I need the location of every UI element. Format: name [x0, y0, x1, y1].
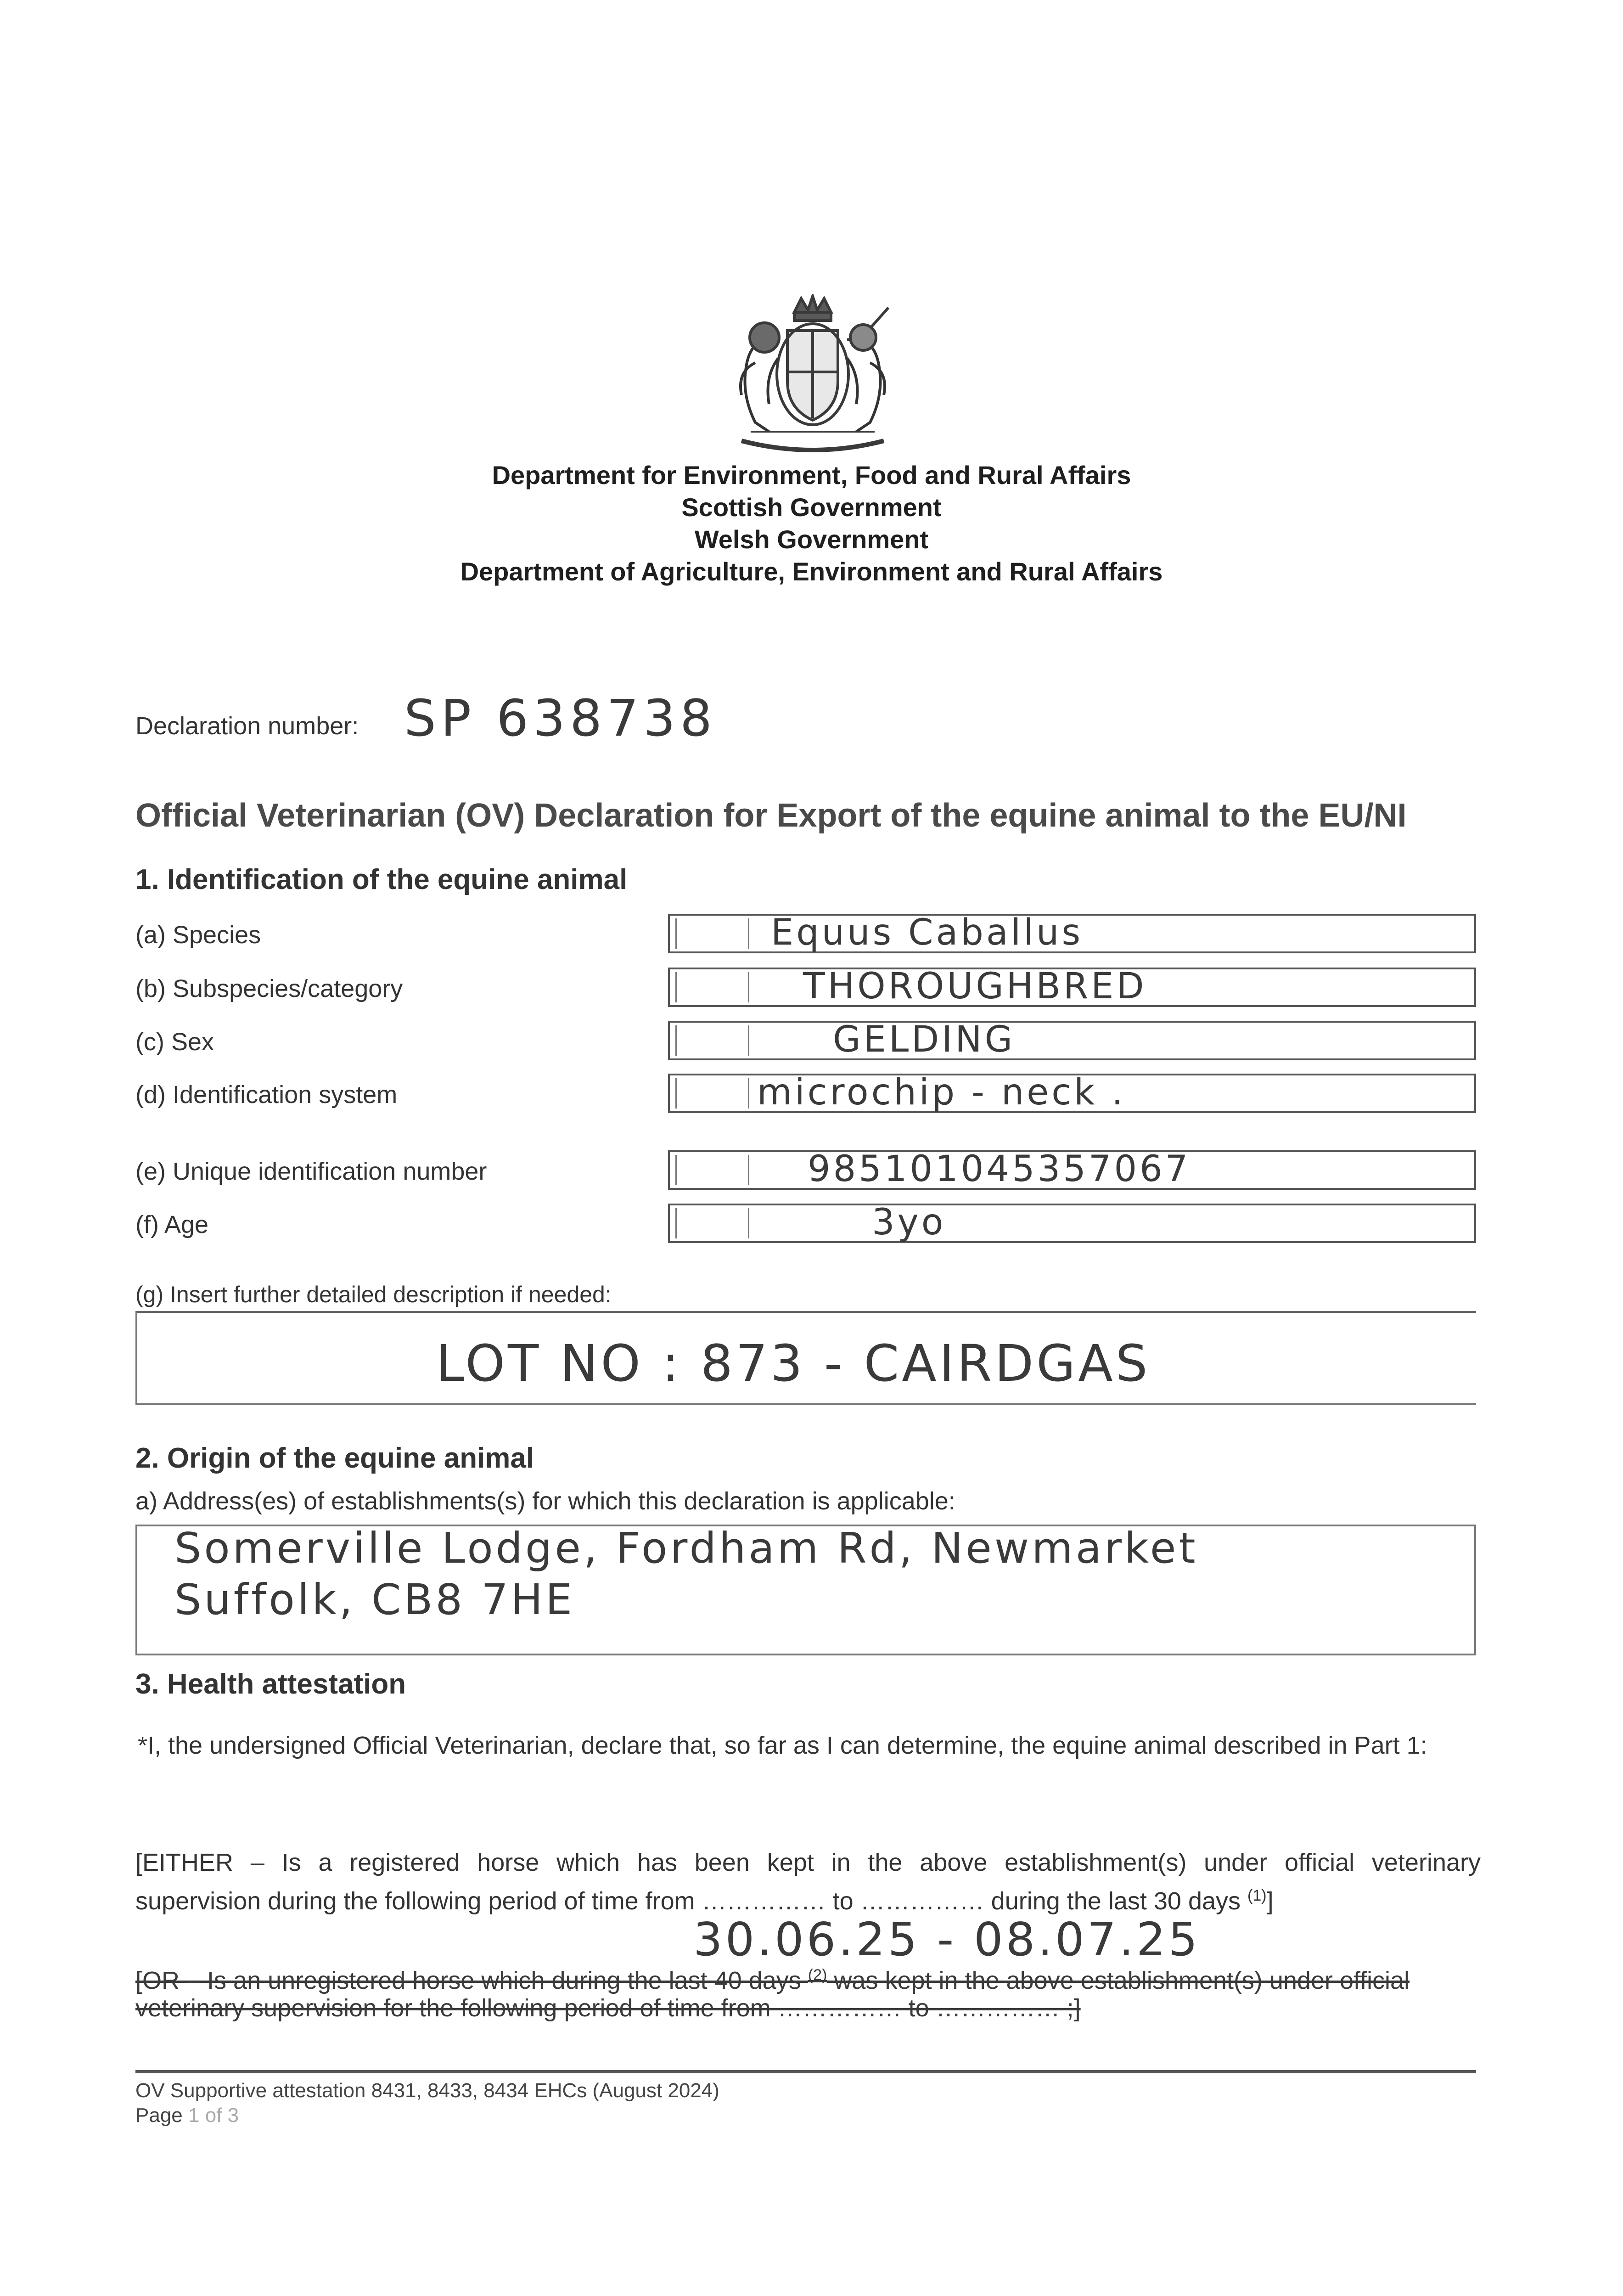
either-clause-text: supervision during the following period of time from …………… to …………… during the last 30 days — [135, 1887, 1241, 1915]
either-clause-close: ] — [1266, 1887, 1274, 1915]
field-divider — [675, 972, 677, 1002]
footer-divider — [135, 2070, 1476, 2073]
address-label: a) Address(es) of establishments(s) for which this declaration is applicable: — [135, 1487, 955, 1515]
department-line: Scottish Government — [681, 493, 942, 522]
further-description-value: LOT NO : 873 - CAIRDGAS — [436, 1334, 1151, 1393]
field-divider — [675, 1078, 677, 1109]
species-value: Equus Caballus — [771, 912, 1084, 953]
unique-id-field[interactable] — [668, 1150, 1476, 1190]
subspecies-label: (b) Subspecies/category — [135, 975, 403, 1002]
page-current: 1 — [188, 2104, 200, 2127]
field-divider — [748, 1025, 749, 1056]
identification-system-label: (d) Identification system — [135, 1081, 398, 1109]
either-clause-line-2 — [135, 1879, 1274, 1918]
species-label: (a) Species — [135, 921, 261, 949]
subspecies-value: THOROUGHBRED — [803, 966, 1147, 1007]
age-value: 3yo — [872, 1202, 946, 1243]
declaration-number-label: Declaration number: — [135, 712, 359, 740]
supervision-dates: 30.06.25 - 08.07.25 — [693, 1913, 1201, 1966]
footnote-marker: (1) — [1247, 1887, 1267, 1904]
age-field[interactable] — [668, 1204, 1476, 1243]
identification-system-field[interactable] — [668, 1074, 1476, 1113]
or-clause-text-end: was kept in the above establishment(s) under official — [834, 1967, 1410, 1994]
identification-system-value: microchip - neck . — [757, 1072, 1126, 1113]
department-line: Department for Environment, Food and Rural Affairs — [492, 461, 1131, 490]
page-title: Official Veterinarian (OV) Declaration for Export of the equine animal to the EU/NI — [135, 797, 1407, 834]
or-clause-text: [OR – Is an unregistered horse which during the last 40 days — [135, 1967, 801, 1994]
address-line-2: Suffolk, CB8 7HE — [174, 1575, 575, 1624]
section-3-heading: 3. Health attestation — [135, 1668, 406, 1700]
section-2-heading: 2. Origin of the equine animal — [135, 1442, 534, 1474]
address-line-1: Somerville Lodge, Fordham Rd, Newmarket — [174, 1524, 1198, 1573]
unique-id-label: (e) Unique identification number — [135, 1158, 487, 1185]
field-divider — [675, 918, 677, 949]
age-label: (f) Age — [135, 1211, 209, 1238]
sex-label: (c) Sex — [135, 1028, 214, 1056]
page-number — [135, 2104, 239, 2127]
field-divider — [748, 1155, 749, 1185]
sex-field[interactable] — [668, 1021, 1476, 1060]
unique-id-value: 985101045357067 — [808, 1148, 1191, 1190]
further-description-label: (g) Insert further detailed description if needed: — [135, 1282, 612, 1307]
field-divider — [748, 972, 749, 1002]
department-line: Department of Agriculture, Environment and Rural Affairs — [460, 557, 1163, 586]
page-of: of — [205, 2104, 222, 2127]
page-total: 3 — [227, 2104, 239, 2127]
royal-coat-of-arms-logo — [709, 294, 916, 464]
page-prefix: Page — [135, 2104, 183, 2127]
either-clause-line-1: [EITHER – Is a registered horse which has been kept in the above establishment(s) under official veterinary — [135, 1849, 1481, 1876]
footnote-marker: (2) — [808, 1966, 827, 1984]
department-line: Welsh Government — [694, 525, 929, 554]
footer-reference: OV Supportive attestation 8431, 8433, 8434 EHCs (August 2024) — [135, 2079, 719, 2102]
field-divider — [748, 1208, 749, 1238]
field-divider — [675, 1208, 677, 1238]
sex-value: GELDING — [833, 1019, 1016, 1060]
attestation-intro: *I, the undersigned Official Veterinarian, declare that, so far as I can determine, the equine animal described in Part 1: — [138, 1732, 1427, 1759]
field-divider — [748, 918, 749, 949]
or-clause-line-2: veterinary supervision for the following period of time from …………… to …………… ;] — [135, 1994, 1081, 2022]
field-divider — [748, 1078, 749, 1109]
department-header — [0, 459, 1623, 588]
field-divider — [675, 1025, 677, 1056]
subspecies-field[interactable] — [668, 968, 1476, 1007]
species-field[interactable] — [668, 914, 1476, 953]
declaration-number-value: SP 638738 — [404, 689, 717, 748]
section-1-heading: 1. Identification of the equine animal — [135, 864, 628, 895]
field-divider — [675, 1155, 677, 1185]
